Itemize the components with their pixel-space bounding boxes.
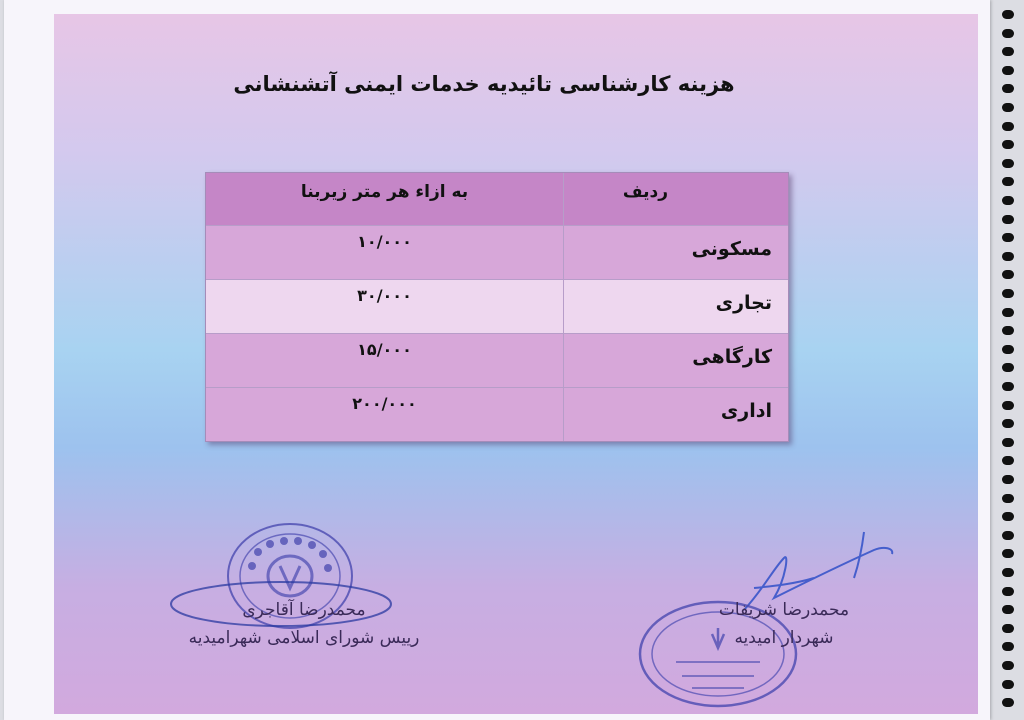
mayor-name: محمدرضا شریفات: [718, 600, 850, 620]
binding-hole: [1002, 401, 1014, 410]
fee-table: [205, 172, 789, 442]
document-title: هزینه کارشناسی تائیدیه خدمات ایمنی آتشنشانی: [233, 72, 735, 96]
binding-hole: [1002, 289, 1014, 298]
binding-hole: [1002, 568, 1014, 577]
row-price: ۳۰/۰۰۰: [357, 286, 412, 305]
binding-hole: [1002, 438, 1014, 447]
table-header-row: [206, 173, 788, 226]
binding-hole: [1002, 698, 1014, 707]
binding-hole: [1002, 345, 1014, 354]
binding-hole: [1002, 270, 1014, 279]
binding-hole: [1002, 66, 1014, 75]
binding-hole: [1002, 122, 1014, 131]
row-label: مسکونی: [563, 226, 788, 279]
binding-hole: [1002, 177, 1014, 186]
binding-hole: [1002, 624, 1014, 633]
table-row: [206, 280, 788, 334]
row-label: اداری: [563, 388, 788, 441]
council-name: محمدرضا آقاجری: [242, 600, 366, 620]
binding-hole: [1002, 29, 1014, 38]
binding-hole: [1002, 531, 1014, 540]
row-label: کارگاهی: [563, 334, 788, 387]
binding-hole: [1002, 494, 1014, 503]
binding-hole: [1002, 642, 1014, 651]
header-price: به ازاء هر متر زیربنا: [300, 182, 469, 202]
binding-hole: [1002, 419, 1014, 428]
binding-hole: [1002, 475, 1014, 484]
binding-hole: [1002, 549, 1014, 558]
binding-hole: [1002, 661, 1014, 670]
paper-sheet: [4, 0, 990, 720]
council-position: رییس شورای اسلامی شهرامیدیه: [188, 628, 420, 648]
header-row-label: ردیف: [563, 173, 788, 225]
binding-hole: [1002, 363, 1014, 372]
row-label: تجاری: [563, 280, 788, 333]
binding-hole: [1002, 512, 1014, 521]
binding-hole: [1002, 84, 1014, 93]
binding-hole: [1002, 196, 1014, 205]
binding-hole: [1002, 159, 1014, 168]
binding-hole: [1002, 326, 1014, 335]
table-row: [206, 226, 788, 280]
mayor-signature-block: [650, 596, 918, 652]
binding-hole: [1002, 605, 1014, 614]
binding-hole: [1002, 308, 1014, 317]
binding-hole: [1002, 382, 1014, 391]
binding-holes: [1000, 4, 1018, 716]
binding-hole: [1002, 252, 1014, 261]
binding-hole: [1002, 47, 1014, 56]
binding-hole: [1002, 587, 1014, 596]
row-price: ۱۰/۰۰۰: [357, 232, 412, 251]
row-price: ۱۵/۰۰۰: [357, 340, 412, 359]
binding-hole: [1002, 140, 1014, 149]
table-row: [206, 388, 788, 441]
binding-hole: [1002, 103, 1014, 112]
row-price: ۲۰۰/۰۰۰: [352, 394, 417, 413]
binding-hole: [1002, 680, 1014, 689]
council-signature-block: [154, 596, 454, 652]
binding-hole: [1002, 10, 1014, 19]
binding-hole: [1002, 233, 1014, 242]
binding-hole: [1002, 215, 1014, 224]
table-row: [206, 334, 788, 388]
mayor-position: شهردار امیدیه: [734, 628, 834, 648]
binding-hole: [1002, 456, 1014, 465]
